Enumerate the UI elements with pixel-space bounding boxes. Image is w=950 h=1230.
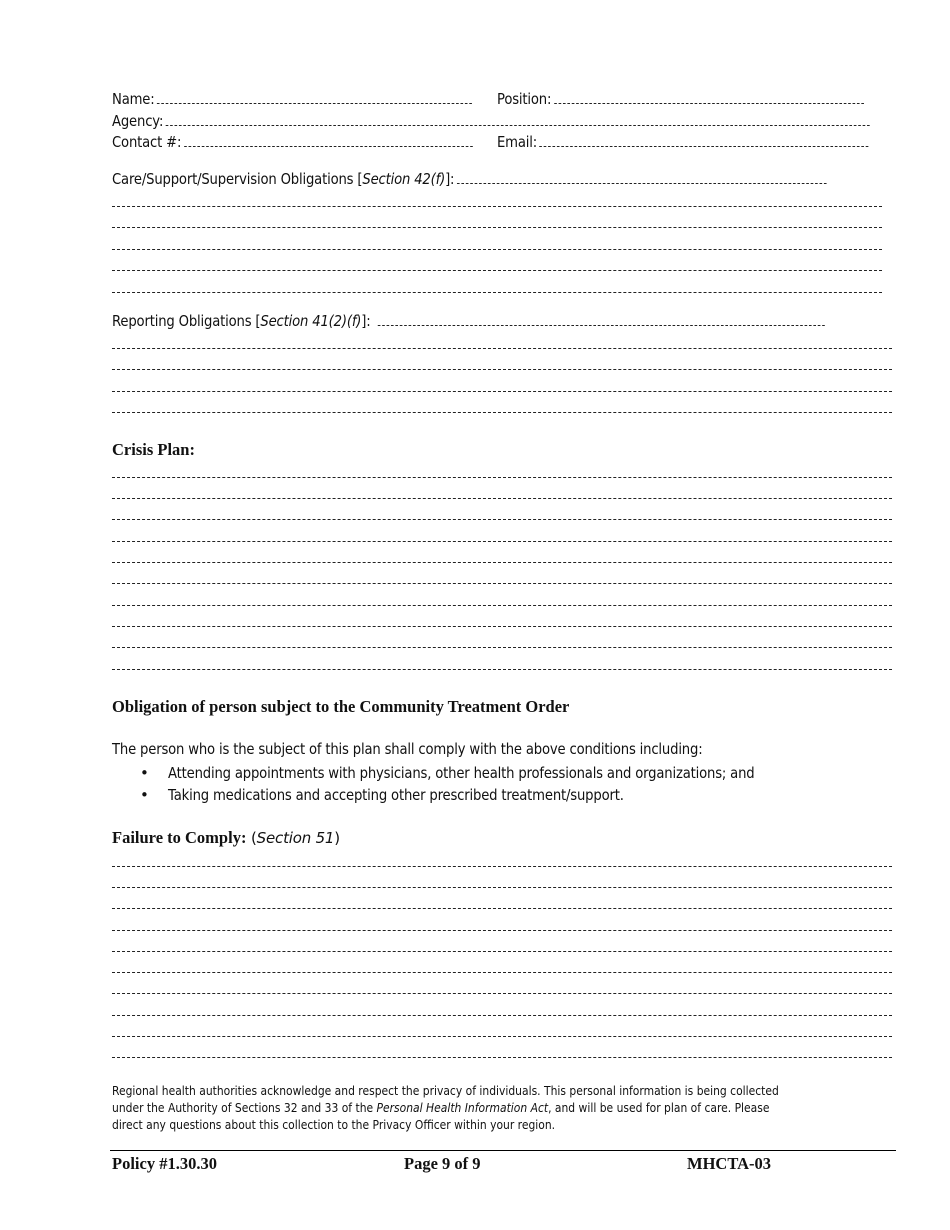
crisis-line[interactable]	[112, 669, 892, 670]
failure-line[interactable]	[112, 887, 892, 888]
reporting-obligations-label: Reporting Obligations [Section 41(2)(f)]:	[112, 312, 825, 330]
crisis-line[interactable]	[112, 541, 892, 542]
care-inline-blank[interactable]	[457, 171, 827, 184]
position-field-row	[497, 90, 864, 108]
reporting-line[interactable]	[112, 369, 892, 370]
obligation-heading: Obligation of person subject to the Community Treatment Order	[112, 697, 570, 716]
care-section-ref: Section 42(f)	[362, 170, 446, 188]
privacy-notice: Regional health authorities acknowledge and respect the privacy of individuals. This personal information is being collected under the Authority of Sections 32 and 33 of the Personal Health Information Act, and will be used for plan of care. Please direct any questions about this collection to the Privacy Officer within your region.	[112, 1083, 779, 1132]
reporting-line[interactable]	[112, 391, 892, 392]
crisis-plan-heading: Crisis Plan:	[112, 440, 195, 459]
obligation-intro: The person who is the subject of this plan shall comply with the above conditions including:	[112, 740, 703, 758]
crisis-line[interactable]	[112, 519, 892, 520]
care-line[interactable]	[112, 227, 882, 228]
failure-line[interactable]	[112, 908, 892, 909]
failure-section-ref: Section 51	[256, 829, 335, 847]
footer-page-number: Page 9 of 9	[404, 1154, 481, 1173]
failure-line[interactable]	[112, 1036, 892, 1037]
care-obligations-label: Care/Support/Supervision Obligations [Section 42(f)]:	[112, 170, 827, 188]
agency-label: Agency:	[112, 112, 164, 130]
failure-line[interactable]	[112, 1015, 892, 1016]
care-line[interactable]	[112, 249, 882, 250]
failure-line[interactable]	[112, 972, 892, 973]
act-name: Personal Health Information Act	[376, 1100, 549, 1115]
reporting-section-ref: Section 41(2)(f)	[260, 312, 362, 330]
reporting-line[interactable]	[112, 412, 892, 413]
failure-heading: Failure to Comply:	[112, 828, 247, 847]
contact-label: Contact #:	[112, 133, 182, 151]
agency-field-row	[112, 112, 870, 130]
failure-line[interactable]	[112, 1057, 892, 1058]
position-blank[interactable]	[554, 91, 864, 104]
bullet-icon: •	[140, 786, 149, 804]
email-blank[interactable]	[540, 134, 869, 147]
crisis-line[interactable]	[112, 498, 892, 499]
care-line[interactable]	[112, 206, 882, 207]
bullet-icon: •	[140, 764, 149, 782]
crisis-line[interactable]	[112, 583, 892, 584]
obligation-bullet-1: Attending appointments with physicians, other health professionals and organizations; and	[168, 764, 755, 782]
obligation-bullet-2: Taking medications and accepting other prescribed treatment/support.	[168, 786, 624, 804]
care-line[interactable]	[112, 270, 882, 271]
name-label: Name:	[112, 90, 155, 108]
name-blank[interactable]	[157, 91, 472, 104]
email-label: Email:	[497, 133, 538, 151]
failure-line[interactable]	[112, 930, 892, 931]
contact-field-row	[112, 133, 473, 151]
failure-line[interactable]	[112, 866, 892, 867]
name-field-row	[112, 90, 472, 108]
failure-heading-row: Failure to Comply: (Section 51)	[112, 828, 340, 847]
crisis-line[interactable]	[112, 605, 892, 606]
failure-line[interactable]	[112, 993, 892, 994]
failure-line[interactable]	[112, 951, 892, 952]
footer-rule	[110, 1150, 896, 1151]
agency-blank[interactable]	[166, 113, 870, 126]
email-field-row	[497, 133, 869, 151]
reporting-inline-blank[interactable]	[378, 313, 825, 326]
contact-blank[interactable]	[184, 134, 473, 147]
crisis-line[interactable]	[112, 647, 892, 648]
reporting-line[interactable]	[112, 348, 892, 349]
crisis-line[interactable]	[112, 477, 892, 478]
position-label: Position:	[497, 90, 552, 108]
care-line[interactable]	[112, 292, 882, 293]
footer-policy: Policy #1.30.30	[112, 1154, 217, 1173]
crisis-line[interactable]	[112, 562, 892, 563]
footer-form-code: MHCTA-03	[687, 1154, 772, 1173]
crisis-line[interactable]	[112, 626, 892, 627]
